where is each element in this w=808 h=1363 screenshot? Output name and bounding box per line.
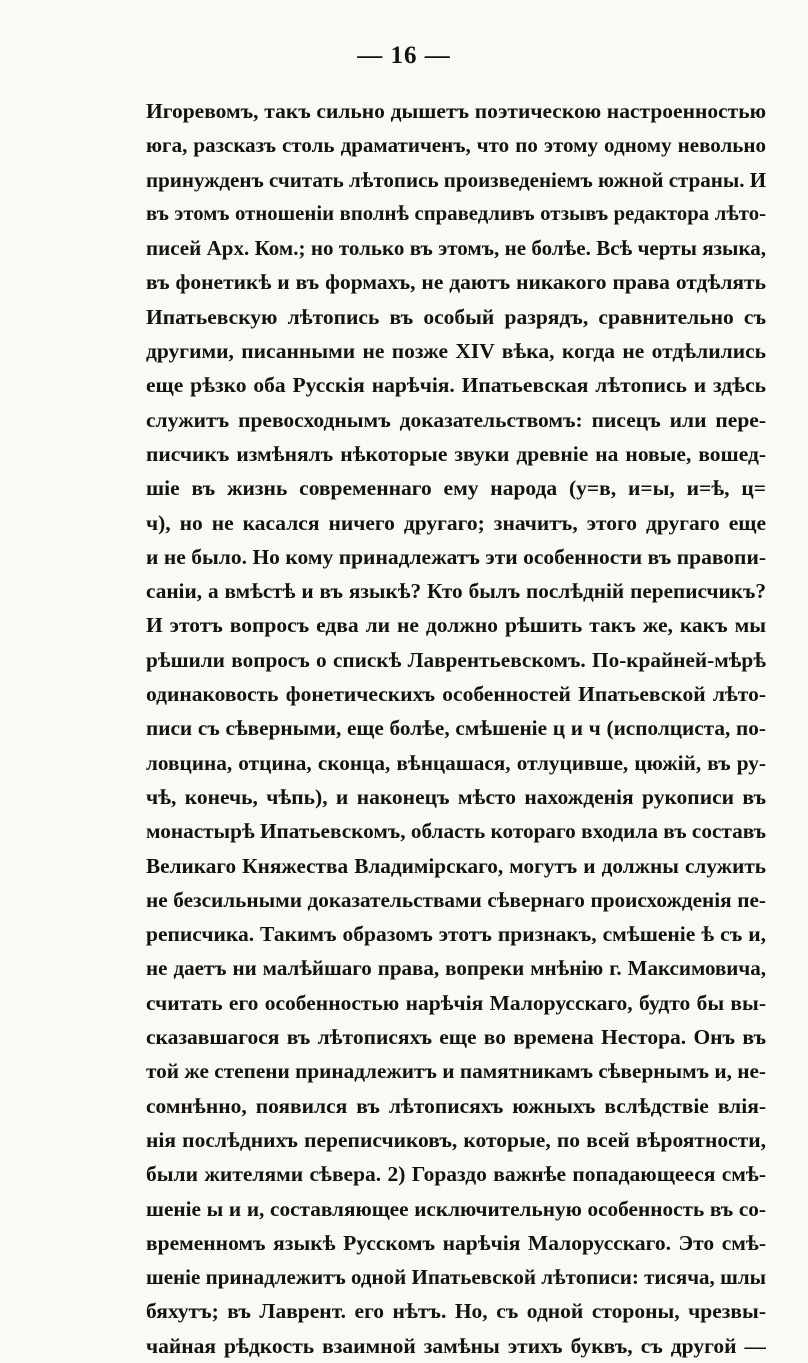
page-number: — 16 — bbox=[357, 42, 451, 69]
text-line: шеніе ы и и, составляющее исключительную особенность въ со- bbox=[146, 1196, 766, 1221]
text-line: сказавшагося въ лѣтописяхъ еще во времена Нестора. Онъ въ bbox=[146, 1025, 766, 1050]
text-line: И этотъ вопросъ едва ли не должно рѣшить такъ же, какъ мы bbox=[146, 613, 766, 638]
text-line: писей Арх. Ком.; но только въ этомъ, не болѣе. Всѣ черты языка, bbox=[146, 236, 766, 261]
text-line: чайная рѣдкость взаимной замѣны этихъ буквъ, съ другой — bbox=[146, 1333, 766, 1358]
body-text bbox=[146, 94, 766, 1363]
text-line: не безсильными доказательствами сѣвернаго происхожденія пе- bbox=[146, 887, 766, 912]
text-line: юга, разсказъ столь драматиченъ, что по этому одному невольно bbox=[146, 133, 766, 158]
text-line: шіе въ жизнь современнаго ему народа (у=в, и=ы, и=ѣ, ц= bbox=[146, 476, 766, 501]
text-line: временномъ языкѣ Русскомъ нарѣчія Малорусскаго. Это смѣ- bbox=[146, 1230, 766, 1255]
text-line: другими, писанными не позже XIV вѣка, когда не отдѣлились bbox=[146, 339, 766, 364]
text-line: Игоревомъ, такъ сильно дышетъ поэтическою настроенностью bbox=[146, 99, 766, 123]
text-line: принужденъ считать лѣтопись произведеніемъ южной страны. И bbox=[146, 167, 766, 192]
text-line: и не было. Но кому принадлежатъ эти особенности въ правопи- bbox=[146, 544, 766, 569]
text-line: нія послѣднихъ переписчиковъ, которые, по всей вѣроятности, bbox=[146, 1127, 766, 1152]
text-line: не даетъ ни малѣйшаго права, вопреки мнѣнію г. Максимовича, bbox=[146, 956, 766, 981]
text-line: саніи, а вмѣстѣ и въ языкѣ? Кто былъ послѣдній переписчикъ? bbox=[146, 579, 766, 604]
text-line: чѣ, конечь, чѣпь), и наконецъ мѣсто нахожденія рукописи въ bbox=[146, 784, 766, 809]
text-line: въ этомъ отношеніи вполнѣ справедливъ отзывъ редактора лѣто- bbox=[146, 202, 766, 225]
text-line: бяхутъ; въ Лаврент. его нѣтъ. Но, съ одной стороны, чрезвы- bbox=[146, 1299, 766, 1324]
text-line: ч), но не касался ничего другаго; значитъ, этого другаго еще bbox=[146, 510, 766, 535]
text-line: одинаковость фонетическихъ особенностей Ипатьевской лѣто- bbox=[146, 682, 766, 707]
text-line: служитъ превосходнымъ доказательствомъ: писецъ или пере- bbox=[146, 407, 766, 432]
text-line: Великаго Княжества Владимірскаго, могутъ и должны служить bbox=[146, 853, 766, 878]
text-line: Ипатьевскую лѣтопись въ особый разрядъ, сравнительно съ bbox=[146, 304, 766, 329]
text-line: были жителями сѣвера. 2) Гораздо важнѣе попадающееся смѣ- bbox=[146, 1162, 766, 1187]
text-line: писчикъ измѣнялъ нѣкоторые звуки древніе на новые, вошед- bbox=[146, 441, 766, 466]
text-line: монастырѣ Ипатьевскомъ, область котораго входила въ составъ bbox=[146, 819, 766, 844]
text-line: въ фонетикѣ и въ формахъ, не даютъ никакого права отдѣлять bbox=[146, 270, 766, 295]
text-line: писи съ сѣверными, еще болѣе, смѣшеніе ц и ч (исполциста, по- bbox=[146, 716, 766, 741]
text-line: той же степени принадлежитъ и памятникамъ сѣвернымъ и, не- bbox=[146, 1059, 766, 1084]
text-line: рѣшили вопросъ о спискѣ Лаврентьевскомъ. По-крайней-мѣрѣ bbox=[146, 647, 766, 672]
text-line: шеніе принадлежитъ одной Ипатьевской лѣтописи: тисяча, шлы bbox=[146, 1265, 766, 1290]
text-line: еще рѣзко оба Русскія нарѣчія. Ипатьевская лѣтопись и здѣсь bbox=[146, 373, 766, 398]
text-line: ловцина, отцина, сконца, вѣнцашася, отлуцивше, цюжій, въ ру- bbox=[146, 750, 766, 775]
text-line: реписчика. Такимъ образомъ этотъ признакъ, смѣшеніе ѣ съ и, bbox=[146, 922, 766, 947]
text-line: считать его особенностью нарѣчія Малорусскаго, будто бы вы- bbox=[146, 990, 766, 1015]
text-line: сомнѣнно, появился въ лѣтописяхъ южныхъ вслѣдствіе влія- bbox=[146, 1093, 766, 1118]
